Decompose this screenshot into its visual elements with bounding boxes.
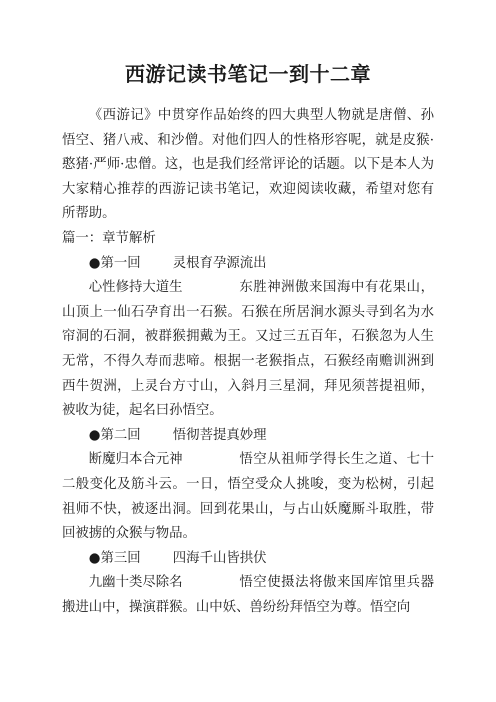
chapter-couplet: 断魔归本合元神 — [88, 452, 183, 468]
chapter-summary — [62, 276, 434, 424]
document-page — [62, 0, 434, 620]
chapter-summary-text: 悟空使摄法将傲来国库馆里兵器搬进山中，操演群猴。山中妖、兽纷纷拜悟空为尊。悟空向 — [62, 575, 434, 615]
chapter-heading — [62, 424, 434, 449]
chapter-couplet: 心性修持大道生 — [88, 280, 183, 296]
chapter-title: 四海千山皆拱伏 — [172, 550, 267, 566]
section-label: 篇一：章节解析 — [62, 230, 156, 246]
intro-paragraph: 《西游记》中贯穿作品始终的四大典型人物就是唐僧、孙悟空、猪八戒、和沙僧。对他们四人的性格形容呢，就是皮猴·憨猪·严师·忠僧。这，也是我们经常评论的话题。以下是本人为大家精心推荐的西游记读书笔记，欢迎阅读收藏，希望对您有所帮助。 — [62, 108, 434, 222]
chapter-heading — [62, 252, 434, 277]
chapter-number: ●第三回 — [88, 550, 141, 566]
chapter-number: ●第一回 — [88, 255, 141, 271]
chapter-summary-text: 悟空从祖师学得长生之道、七十二般变化及筋斗云。一日，悟空受众人挑唆，变为松树，引起祖师不快，被逐出洞。回到花果山，与占山妖魔厮斗取胜，带回被掳的众猴与物品。 — [62, 452, 434, 542]
chapter-couplet: 九幽十类尽除名 — [88, 575, 183, 591]
chapter-summary — [62, 448, 434, 546]
chapter-number: ●第二回 — [88, 427, 141, 443]
chapter-summary — [62, 571, 434, 620]
chapter-title: 悟彻菩提真妙理 — [172, 427, 267, 443]
document-body — [62, 104, 434, 620]
chapter-title: 灵根育孕源流出 — [172, 255, 267, 271]
document-title: 西游记读书笔记一到十二章 — [125, 62, 371, 86]
chapter-summary-text: 东胜神洲傲来国海中有花果山，山顶上一仙石孕育出一石猴。石猴在所居涧水源头寻到名为水帘洞的石洞，被群猴拥戴为王。又过三五百年，石猴忽为人生无常，不得久寿而悲啼。根据一老猴指点，石猴经南赡训洲到西牛贺洲，上灵台方寸山，入斜月三星洞，拜见须菩提祖师，被收为徒，起名曰孙悟空。 — [62, 280, 434, 419]
chapter-heading — [62, 547, 434, 572]
